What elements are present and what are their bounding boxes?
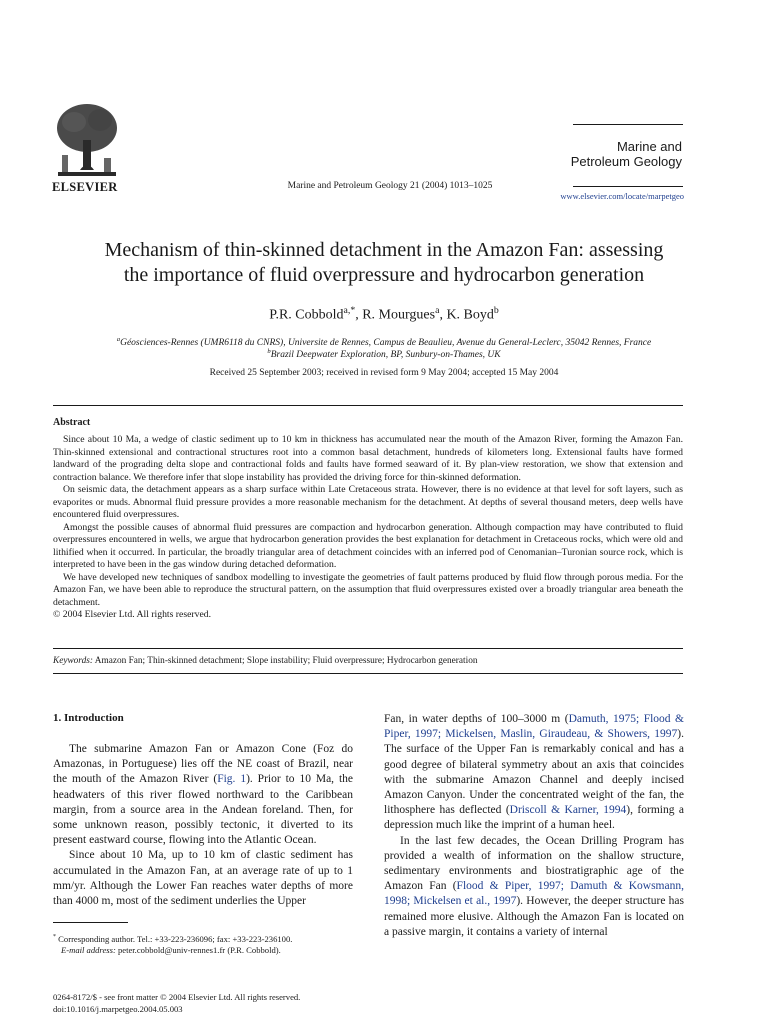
footnote-email[interactable]: peter.cobbold@univ-rennes1.fr (P.R. Cobbold). xyxy=(117,945,281,956)
affiliation-a-mark: a xyxy=(116,336,121,343)
corresponding-author-footnote xyxy=(53,932,383,957)
author-1-affil: a,* xyxy=(343,305,356,316)
journal-url-link[interactable]: www.elsevier.com/locate/marpetgeo xyxy=(560,191,684,201)
keywords-bottom-rule xyxy=(53,673,683,674)
reference-link[interactable]: Flood & Piper, 1997; Damuth & Kowsmann, 1998; Mickelsen et al., 1997 xyxy=(384,880,684,908)
title-line-1: Mechanism of thin-skinned detachment in the Amazon Fan: assessing xyxy=(104,239,664,261)
abstract-top-rule xyxy=(53,405,683,406)
intro-paragraph-1: The submarine Amazon Fan or Amazon Cone (Foz do Amazonas, in Portuguese) lies off the NE coast of Brazil, near the mouth of the Amazon River (Fig. 1). Prior to 10 Ma, the headwaters of this river flowed northward to the Caribbean margin, from a source area in the Andean foreland. Then, for some unknown reason, possibly tectonic, it diverted to its present eastward course, flowing into the Atlantic Ocean. xyxy=(53,743,353,847)
author-2-affil: a xyxy=(435,305,440,316)
journal-citation: Marine and Petroleum Geology 21 (2004) 1013–1025 xyxy=(287,181,493,191)
received-dates: Received 25 September 2003; received in revised form 9 May 2004; accepted 15 May 2004 xyxy=(209,368,559,378)
elsevier-tree-logo xyxy=(52,100,122,182)
footnote-star: * xyxy=(53,934,57,940)
abstract-paragraph-4: We have developed new techniques of sandbox modelling to investigate the geometries of fault patterns produced by fluid flow through porous media. For the Amazon Fan, we have been able to reproduce the structural pattern, on the assumption that fluid overpressures existed over a broadly triangular area beneath the detachment. xyxy=(53,571,683,608)
reference-link[interactable]: Damuth, 1975; Flood & Piper, 1997; Mickelsen, Maslin, Giraudeau, & Showers, 1997 xyxy=(384,713,684,741)
author-3-affil: b xyxy=(493,305,499,316)
section-heading-introduction: 1. Introduction xyxy=(53,712,124,724)
right-column xyxy=(384,712,684,940)
intro-paragraph-2: Since about 10 Ma, up to 10 km of clastic sediment has accumulated in the Amazon Fan, at an average rate of up to 1 mm/yr. Although the Lower Fan reaches water depths of more than 4000 m, most of the sediment underlies the Upper xyxy=(53,849,353,908)
affiliation-b xyxy=(50,348,718,360)
footnote-corresponding: Corresponding author. Tel.: +33-223-236096; fax: +33-223-236100. xyxy=(58,933,293,944)
keywords-text: Amazon Fan; Thin-skinned detachment; Slope instability; Fluid overpressure; Hydrocarbon generation xyxy=(94,656,478,666)
journal-name-line2: Petroleum Geology xyxy=(570,154,682,169)
doi-line: doi:10.1016/j.marpetgeo.2004.05.003 xyxy=(53,1004,183,1014)
footnote-email-label: E-mail address: xyxy=(61,945,116,956)
figure-1-link[interactable]: Fig. 1 xyxy=(217,773,247,786)
issn-line: 0264-8172/$ - see front matter © 2004 Elsevier Ltd. All rights reserved. xyxy=(53,992,301,1002)
abstract-body xyxy=(53,434,683,622)
affiliation-a-text: Géosciences-Rennes (UMR6118 du CNRS), Universite de Rennes, Campus de Beaulieu, Avenue du General-Leclerc, 35042 Rennes, France xyxy=(120,338,652,349)
abstract-paragraph-2: On seismic data, the detachment appears as a sharp surface within Late Cretaceous strata. However, there is no evidence at that level for soft layers, such as evaporites or muds. Abnormal fluid pressure provides a more reasonable mechanism for the detachment. At depths of several thousand meters, deep wells have encountered fluid overpressures. xyxy=(53,484,683,520)
left-column xyxy=(53,742,353,909)
journal-bottom-rule xyxy=(573,186,683,187)
abstract-bottom-rule xyxy=(53,648,683,649)
author-1: P.R. Cobbold xyxy=(269,307,344,323)
abstract-heading: Abstract xyxy=(53,417,91,428)
title-line-2: the importance of fluid overpressure and hydrocarbon generation xyxy=(123,264,645,286)
abstract-paragraph-1: Since about 10 Ma, a wedge of clastic sediment up to 10 km in thickness has accumulated near the mouth of the Amazon River, forming the Amazon Fan. Thin-skinned extensional and contractional structures root into a common basal detachment, hundreds of kilometers long. Extensional faults have formed landward of the prograding delta slope and contractional folds and faults have formed seaward of it. By plan-view restoration, we show that extension and contraction balance. We therefore infer that slope instability has provided the driving force for thin-skinned deformation. xyxy=(53,434,683,483)
reference-link[interactable]: Driscoll & Karner, 1994 xyxy=(509,804,627,817)
author-2: R. Mourgues xyxy=(362,307,436,323)
intro-paragraph-4: In the last few decades, the Ocean Drilling Program has provided a wealth of information on the shallow structure, sedimentary environments and biostratigraphic age of the Amazon Fan (Flood & Piper, 1997; Damuth & Kowsmann, 1998; Mickelsen et al., 1997). However, the deeper structure has remained more elusive. Although the Amazon Fan is located on a passive margin, it contains a variety of internal xyxy=(384,834,684,938)
abstract-paragraph-3: Amongst the possible causes of abnormal fluid pressures are compaction and hydrocarbon generation. Although compaction may have contributed to fluid overpressures encountered in wells, we argue that hydrocarbon generation provides the best explanation for detachment in Cretaceous rocks, which were old and lithified when it occurred. In particular, the broadly triangular area of detachment coincides with an inferred pod of Cenomanian–Turonian source rock, which is interpreted to have been in the gas window during detached deformation. xyxy=(53,521,683,570)
journal-name xyxy=(570,139,682,169)
affiliation-a xyxy=(50,336,718,348)
keywords-label: Keywords: xyxy=(53,656,93,666)
affiliation-b-mark: b xyxy=(267,348,271,355)
footnote-rule xyxy=(53,922,128,923)
affiliation-b-text: Brazil Deepwater Exploration, BP, Sunbury-on-Thames, UK xyxy=(270,350,501,361)
author-list: P.R. Cobbold$^{a,*}$, R. Mourgues$^a$, K. Boyd$^b$ xyxy=(269,305,499,323)
journal-name-line1: Marine and xyxy=(616,139,682,154)
keywords xyxy=(53,656,683,666)
intro-paragraph-3: Fan, in water depths of 100–3000 m (Damuth, 1975; Flood & Piper, 1997; Mickelsen, Maslin, Giraudeau, & Showers, 1997). The surface of the Upper Fan is remarkably conical and has a good degree of bilateral symmetry about an axis that coincides with the submarine Amazon Channel and deeply incised Amazon Canyon. Under the concentrated weight of the fan, the lithosphere has deflected (Driscoll & Karner, 1994), forming a depression much like the imprint of a human heel. xyxy=(384,713,684,832)
publisher-name: ELSEVIER xyxy=(52,180,118,194)
bottom-info xyxy=(53,991,383,1015)
journal-top-rule xyxy=(573,124,683,125)
article-title xyxy=(50,238,718,288)
author-3: K. Boyd xyxy=(446,307,494,323)
abstract-copyright: © 2004 Elsevier Ltd. All rights reserved. xyxy=(53,609,212,620)
